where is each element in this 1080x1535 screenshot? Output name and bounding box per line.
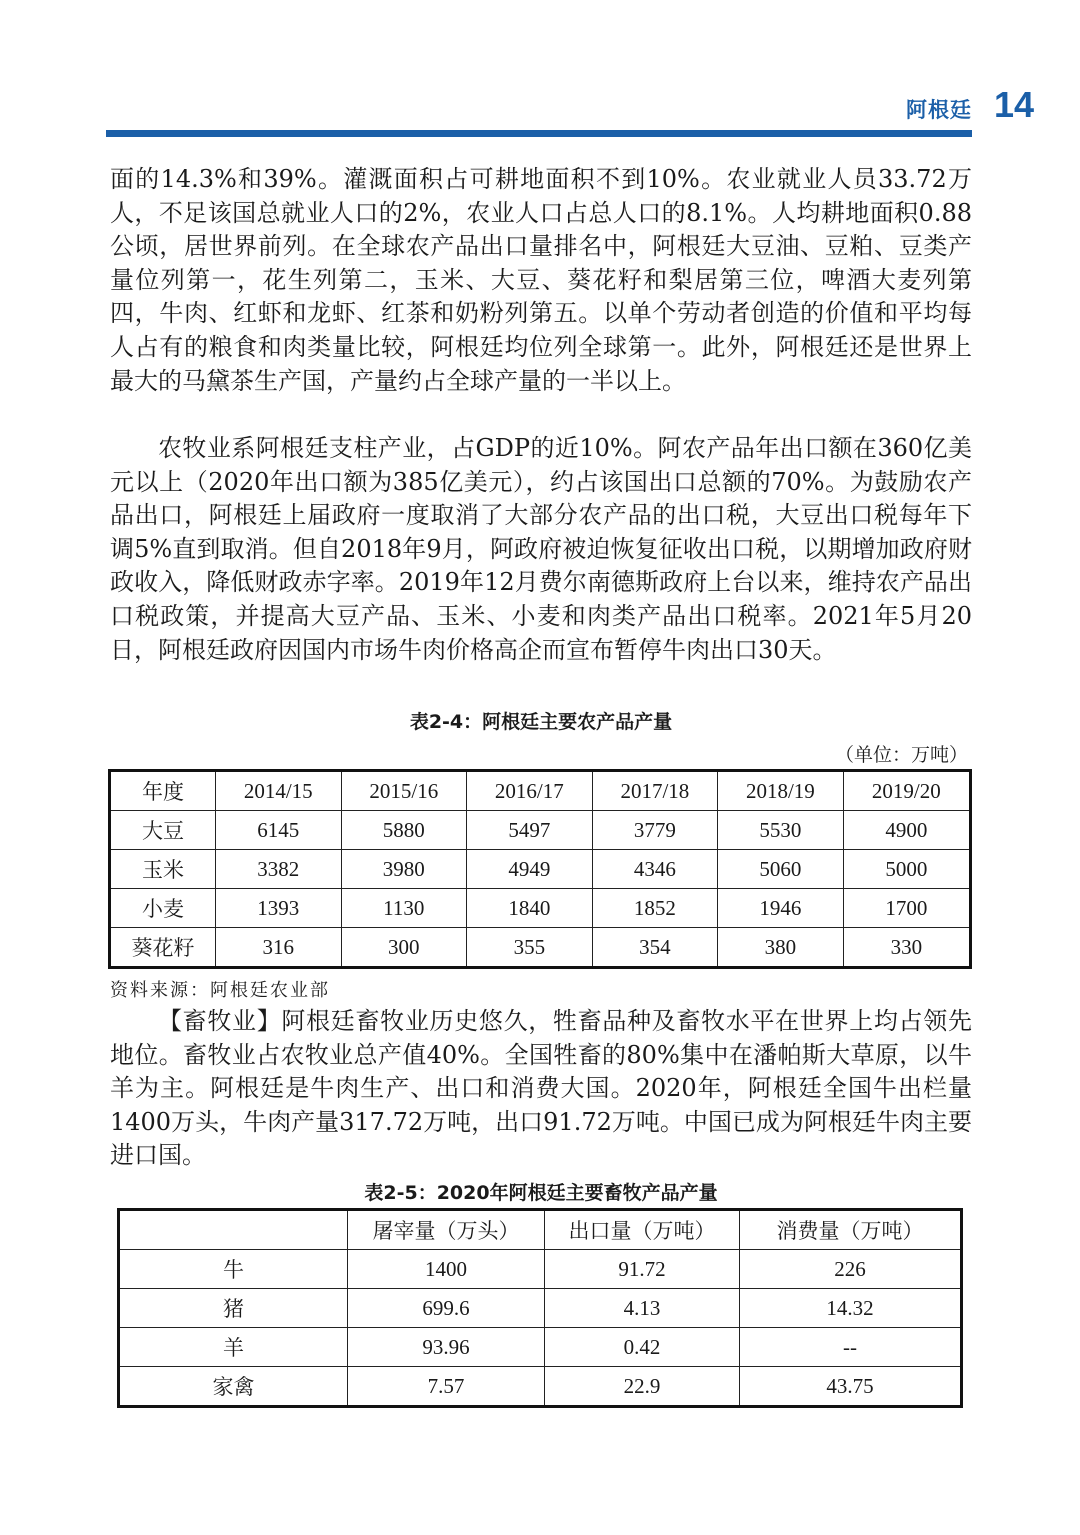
running-title: 阿根廷	[906, 98, 972, 122]
table-cell: 0.42	[545, 1328, 740, 1367]
table-cell: 5000	[843, 850, 970, 889]
header-cell: 屠宰量（万头）	[348, 1210, 545, 1250]
table-cell: 5497	[467, 811, 593, 850]
header-cell: 年度	[110, 771, 216, 811]
header-cell: 2019/20	[843, 771, 970, 811]
table-cell: 1946	[718, 889, 844, 928]
paragraph-3: 【畜牧业】阿根廷畜牧业历史悠久，牲畜品种及畜牧水平在世界上均占领先地位。畜牧业占农牧业总产值40%。全国牲畜的80%集中在潘帕斯大草原，以牛羊为主。阿根廷是牛肉生产、出口和消费大国。2020年，阿根廷全国牛出栏量1400万头，牛肉产量317.72万吨，出口91.72万吨。中国已成为阿根廷牛肉主要进口国。	[110, 1007, 972, 1170]
table-cell: 3779	[592, 811, 718, 850]
table-cell: 5880	[341, 811, 467, 850]
header-cell: 2014/15	[216, 771, 342, 811]
table-row	[110, 850, 971, 889]
row-label: 大豆	[110, 811, 216, 850]
header-cell: 出口量（万吨）	[545, 1210, 740, 1250]
header-cell: 消费量（万吨）	[740, 1210, 962, 1250]
crop-production-table	[108, 769, 972, 969]
page-header	[106, 86, 1034, 128]
table-row	[110, 928, 971, 968]
table-cell: 6145	[216, 811, 342, 850]
table-cell: 226	[740, 1250, 962, 1289]
table-cell: 3980	[341, 850, 467, 889]
table-cell: 1130	[341, 889, 467, 928]
paragraph-1: 面的14.3%和39%。灌溉面积占可耕地面积不到10%。农业就业人员33.72万人，不足该国总就业人口的2%，农业人口占总人口的8.1%。人均耕地面积0.88公顷，居世界前列。在全球农产品出口量排名中，阿根廷大豆油、豆粕、豆类产量位列第一，花生列第二，玉米、大豆、葵花籽和梨居第三位，啤酒大麦列第四，牛肉、红虾和龙虾、红茶和奶粉列第五。以单个劳动者创造的价值和平均每人占有的粮食和肉类量比较，阿根廷均位列全球第一。此外，阿根廷还是世界上最大的马黛茶生产国，产量约占全球产量的一半以上。	[110, 165, 972, 395]
page-number: 14	[993, 84, 1034, 125]
table-cell: 93.96	[348, 1328, 545, 1367]
header-cell: 2018/19	[718, 771, 844, 811]
table-cell: 330	[843, 928, 970, 968]
table-cell: 4.13	[545, 1289, 740, 1328]
table-cell: 355	[467, 928, 593, 968]
table-cell: 1400	[348, 1250, 545, 1289]
table-cell: 22.9	[545, 1367, 740, 1407]
table-cell: 699.6	[348, 1289, 545, 1328]
table1-caption: 表2-4：阿根廷主要农产品产量	[409, 711, 673, 733]
table1-source: 资料来源：阿根廷农业部	[110, 980, 330, 1001]
table-row	[110, 889, 971, 928]
table-cell: 1700	[843, 889, 970, 928]
row-label: 羊	[119, 1328, 348, 1367]
table-cell: 5060	[718, 850, 844, 889]
row-label: 玉米	[110, 850, 216, 889]
row-label: 家禽	[119, 1367, 348, 1407]
table-header-row	[119, 1210, 962, 1250]
header-cell	[119, 1210, 348, 1250]
table-cell: --	[740, 1328, 962, 1367]
table-row	[119, 1367, 962, 1407]
paragraph-2: 农牧业系阿根廷支柱产业，占GDP的近10%。阿农产品年出口额在360亿美元以上（2020年出口额为385亿美元），约占该国出口总额的70%。为鼓励农产品出口，阿根廷上届政府一度取消了大部分农产品的出口税，大豆出口税每年下调5%直到取消。但自2018年9月，阿政府被迫恢复征收出口税，以期增加政府财政收入，降低财政赤字率。2019年12月费尔南德斯政府上台以来，维持农产品出口税政策，并提高大豆产品、玉米、小麦和肉类产品出口税率。2021年5月20日，阿根廷政府因国内市场牛肉价格高企而宣布暂停牛肉出口30天。	[110, 434, 972, 664]
table-cell: 91.72	[545, 1250, 740, 1289]
table-cell: 1393	[216, 889, 342, 928]
row-label: 葵花籽	[110, 928, 216, 968]
table-cell: 354	[592, 928, 718, 968]
table-row	[119, 1250, 962, 1289]
table-cell: 14.32	[740, 1289, 962, 1328]
table-cell: 4900	[843, 811, 970, 850]
table-cell: 380	[718, 928, 844, 968]
table-cell: 316	[216, 928, 342, 968]
table2-caption: 表2-5：2020年阿根廷主要畜牧产品产量	[364, 1182, 718, 1204]
table1-unit: （单位：万吨）	[834, 744, 968, 766]
table-cell: 1852	[592, 889, 718, 928]
table-cell: 43.75	[740, 1367, 962, 1407]
table-cell: 3382	[216, 850, 342, 889]
row-label: 小麦	[110, 889, 216, 928]
table-row	[119, 1289, 962, 1328]
table-cell: 4949	[467, 850, 593, 889]
table-cell: 5530	[718, 811, 844, 850]
livestock-production-table	[117, 1208, 963, 1408]
table-cell: 4346	[592, 850, 718, 889]
table-row	[110, 811, 971, 850]
header-rule	[106, 130, 972, 137]
table-cell: 300	[341, 928, 467, 968]
header-cell: 2015/16	[341, 771, 467, 811]
header-cell: 2016/17	[467, 771, 593, 811]
row-label: 牛	[119, 1250, 348, 1289]
table-row	[119, 1328, 962, 1367]
table-cell: 1840	[467, 889, 593, 928]
table-cell: 7.57	[348, 1367, 545, 1407]
header-cell: 2017/18	[592, 771, 718, 811]
row-label: 猪	[119, 1289, 348, 1328]
table-header-row	[110, 771, 971, 811]
